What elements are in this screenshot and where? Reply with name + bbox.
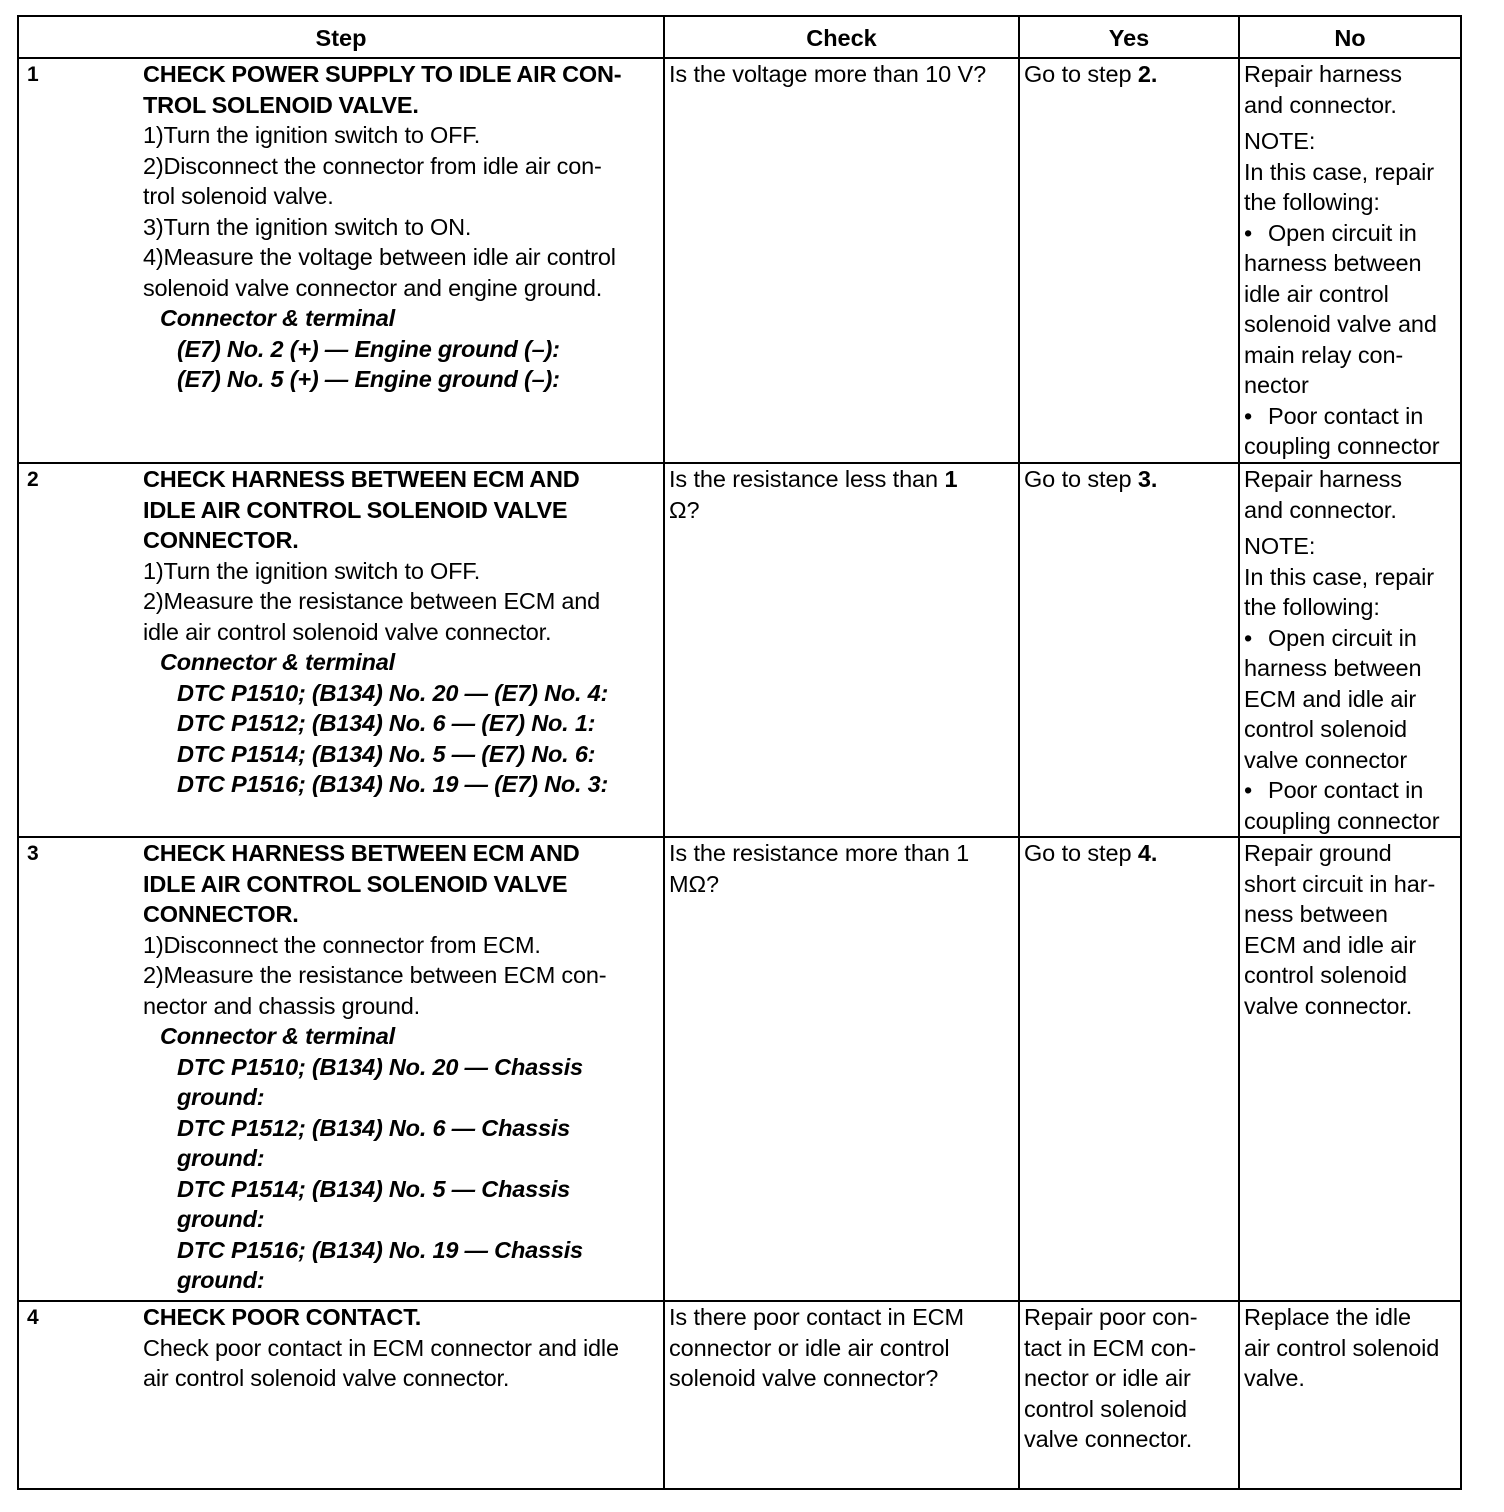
no-cell (1239, 837, 1461, 1301)
note-label: NOTE: (1244, 533, 1316, 559)
terminal-spec: ground: (177, 1206, 265, 1232)
terminal-spec: DTC P1514; (B134) No. 5 — (E7) No. 6: (177, 740, 596, 767)
yes-text: Go to step (1024, 61, 1132, 87)
step-instruction: 1)Disconnect the connector from ECM. (143, 931, 541, 958)
bullet-item: • Open circuit in (1244, 623, 1456, 654)
bullet-text: coupling connector (1244, 433, 1440, 459)
step-title-line: CONNECTOR. (143, 527, 299, 553)
no-text: Repair harness (1244, 466, 1402, 492)
step-number: 4 (27, 1306, 39, 1329)
yes-step-ref[interactable]: 2. (1137, 61, 1158, 87)
bullet-text: harness between (1244, 655, 1422, 681)
terminal-spec: DTC P1510; (B134) No. 20 — (E7) No. 4: (177, 679, 609, 706)
terminal-spec: (E7) No. 5 (+) — Engine ground (–): (177, 366, 560, 392)
note-text: the following: (1244, 594, 1380, 620)
step-number: 1 (27, 63, 39, 86)
step-title-line: TROL SOLENOID VALVE. (143, 91, 419, 118)
step-instruction: Check poor contact in ECM connector and idle (143, 1334, 619, 1361)
bullet-text: main relay con- (1244, 341, 1404, 368)
step-title-line: CHECK POWER SUPPLY TO IDLE AIR CON- (143, 61, 622, 87)
note-text: In this case, repair (1244, 158, 1435, 185)
check-text: MΩ? (669, 870, 719, 897)
bullet-text: harness between (1244, 250, 1422, 276)
no-text: ECM and idle air (1244, 931, 1417, 958)
no-text: valve connector. (1244, 992, 1413, 1019)
no-text: control solenoid (1244, 962, 1408, 988)
step-instruction: 2)Measure the resistance between ECM and (143, 588, 601, 614)
table-row (18, 463, 1461, 837)
header-yes: Yes (1019, 16, 1239, 58)
no-text: Repair ground (1244, 840, 1392, 866)
yes-text: tact in ECM con- (1024, 1334, 1197, 1361)
step-title-line: CHECK HARNESS BETWEEN ECM AND (143, 466, 580, 492)
bullet-icon: • (1244, 402, 1253, 429)
step-instruction: solenoid valve connector and engine ground. (143, 274, 603, 301)
diagnostic-table (17, 15, 1462, 1490)
step-instruction: 2)Disconnect the connector from idle air con- (143, 152, 602, 179)
step-title-line: CHECK HARNESS BETWEEN ECM AND (143, 840, 580, 866)
connector-terminal-label: Connector & terminal (160, 649, 395, 675)
step-body (143, 838, 659, 1296)
yes-text: Repair poor con- (1024, 1304, 1198, 1330)
step-cell (18, 1301, 664, 1489)
no-cell (1239, 1301, 1461, 1489)
step-body (143, 1302, 659, 1394)
no-text: valve. (1244, 1365, 1305, 1391)
check-text: Is the voltage more than 10 V? (669, 61, 987, 87)
check-cell (664, 463, 1019, 837)
terminal-spec: DTC P1516; (B134) No. 19 — (E7) No. 3: (177, 771, 609, 797)
bullet-icon: • (1244, 777, 1253, 803)
terminal-spec: (E7) No. 2 (+) — Engine ground (–): (177, 335, 560, 362)
check-text: Is there poor contact in ECM (669, 1304, 965, 1330)
header-row (18, 16, 1461, 58)
yes-text: valve connector. (1024, 1426, 1193, 1452)
step-instruction: air control solenoid valve connector. (143, 1365, 510, 1391)
check-text: Ω? (669, 496, 700, 523)
step-title-line: IDLE AIR CONTROL SOLENOID VALVE (143, 496, 568, 523)
bullet-text: coupling connector (1244, 807, 1440, 834)
check-value: 1 (944, 466, 958, 492)
yes-cell (1019, 837, 1239, 1301)
step-number: 3 (27, 842, 39, 865)
step-cell (18, 837, 664, 1301)
table-row (18, 837, 1461, 1301)
step-title-line: CONNECTOR. (143, 901, 299, 927)
step-instruction: trol solenoid valve. (143, 183, 334, 209)
step-cell (18, 463, 664, 837)
bullet-text: ECM and idle air (1244, 685, 1417, 712)
terminal-spec: DTC P1514; (B134) No. 5 — Chassis (177, 1175, 571, 1202)
step-instruction: 1)Turn the ignition switch to OFF. (143, 557, 481, 584)
yes-step-ref[interactable]: 4. (1137, 840, 1158, 866)
bullet-text: valve connector (1244, 746, 1408, 773)
yes-cell (1019, 1301, 1239, 1489)
header-step: Step (18, 16, 664, 58)
check-text: Is the resistance less than (669, 466, 938, 492)
no-text: Repair harness (1244, 61, 1402, 87)
check-text: Is the resistance more than 1 (669, 840, 970, 866)
table-row (18, 1301, 1461, 1489)
bullet-icon: • (1244, 624, 1253, 651)
check-cell (664, 1301, 1019, 1489)
terminal-spec: ground: (177, 1145, 265, 1171)
no-text: ness between (1244, 901, 1388, 927)
check-text: solenoid valve connector? (669, 1365, 939, 1391)
step-body (143, 59, 659, 395)
no-text: short circuit in har- (1244, 870, 1436, 897)
bullet-item: • Poor contact in (1244, 401, 1456, 432)
no-text: air control solenoid (1244, 1334, 1440, 1361)
no-cell (1239, 463, 1461, 837)
check-cell (664, 58, 1019, 463)
check-text: connector or idle air control (669, 1334, 950, 1361)
connector-terminal-label: Connector & terminal (160, 305, 395, 331)
terminal-spec: DTC P1510; (B134) No. 20 — Chassis (177, 1053, 583, 1080)
yes-cell (1019, 58, 1239, 463)
yes-cell (1019, 463, 1239, 837)
step-body (143, 464, 659, 800)
terminal-spec: ground: (177, 1267, 265, 1293)
step-title-line: CHECK POOR CONTACT. (143, 1304, 422, 1330)
step-instruction: idle air control solenoid valve connector. (143, 618, 552, 645)
bullet-text: nector (1244, 372, 1309, 398)
no-text: Replace the idle (1244, 1304, 1411, 1330)
bullet-text: solenoid valve and (1244, 311, 1437, 337)
step-instruction: 2)Measure the resistance between ECM con- (143, 962, 607, 988)
terminal-spec: ground: (177, 1084, 265, 1110)
table-row (18, 58, 1461, 463)
no-text: and connector. (1244, 91, 1397, 118)
connector-terminal-label: Connector & terminal (160, 1023, 395, 1049)
step-instruction: 1)Turn the ignition switch to OFF. (143, 122, 481, 148)
yes-text: Go to step (1024, 840, 1132, 866)
terminal-spec: DTC P1512; (B134) No. 6 — Chassis (177, 1114, 571, 1141)
step-title-line: IDLE AIR CONTROL SOLENOID VALVE (143, 870, 568, 897)
bullet-text: idle air control (1244, 280, 1389, 307)
step-instruction: 3)Turn the ignition switch to ON. (143, 213, 472, 240)
bullet-item: • Poor contact in (1244, 775, 1456, 806)
note-text: the following: (1244, 189, 1380, 215)
note-label: NOTE: (1244, 128, 1316, 154)
bullet-icon: • (1244, 219, 1253, 246)
no-cell (1239, 58, 1461, 463)
header-check: Check (664, 16, 1019, 58)
step-cell (18, 58, 664, 463)
yes-step-ref[interactable]: 3. (1137, 466, 1158, 492)
terminal-spec: DTC P1512; (B134) No. 6 — (E7) No. 1: (177, 710, 596, 736)
yes-text: Go to step (1024, 466, 1132, 492)
header-no: No (1239, 16, 1461, 58)
note-text: In this case, repair (1244, 563, 1435, 590)
check-cell (664, 837, 1019, 1301)
bullet-text: control solenoid (1244, 716, 1408, 742)
yes-text: nector or idle air (1024, 1365, 1191, 1391)
step-instruction: 4)Measure the voltage between idle air control (143, 244, 616, 270)
terminal-spec: DTC P1516; (B134) No. 19 — Chassis (177, 1236, 583, 1263)
no-text: and connector. (1244, 496, 1397, 523)
yes-text: control solenoid (1024, 1395, 1188, 1422)
bullet-item: • Open circuit in (1244, 218, 1456, 249)
step-instruction: nector and chassis ground. (143, 992, 420, 1019)
step-number: 2 (27, 468, 39, 491)
